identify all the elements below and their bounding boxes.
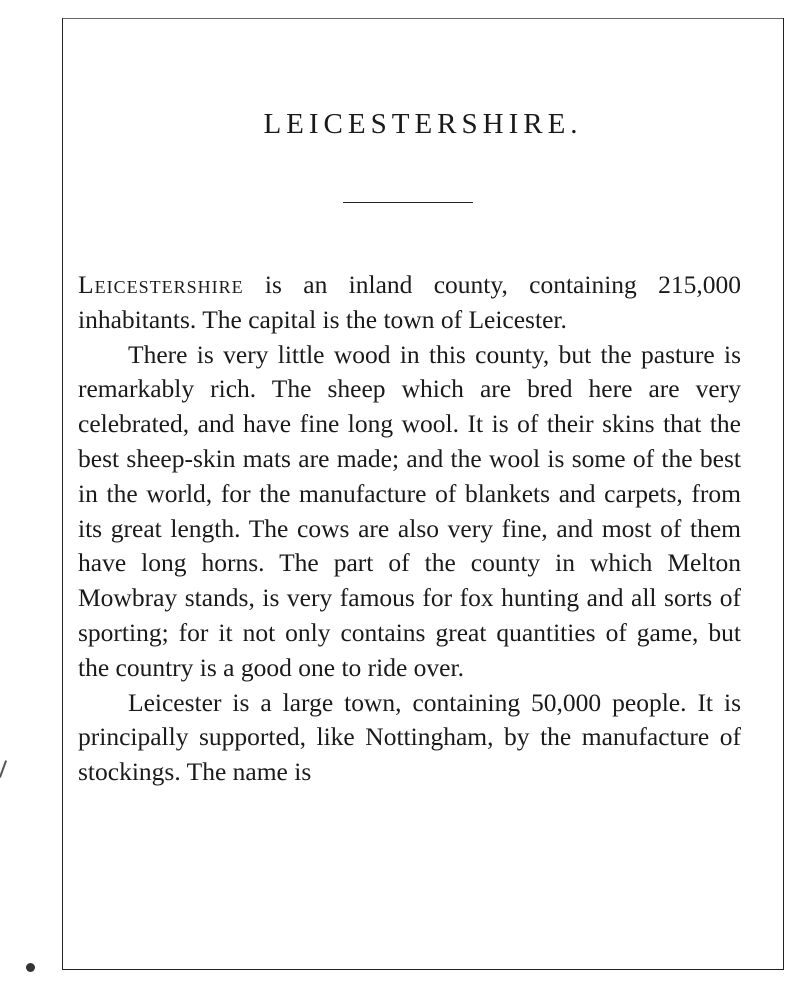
paragraph-1-text: is an inland county, containing 215,000 inhabitants. The capital is the town of Leicester. (78, 270, 741, 334)
title-divider (343, 202, 473, 203)
paragraph-2: There is very little wood in this county, but the pasture is remarkably rich. The sheep which are bred here are very celebrated, and have fine long wool. It is of their skins that the best sheep-skin mats are made; and the wool is some of the best in the world, for the manufacture of blankets and carpets, from its great length. The cows are also very fine, and most of them have long horns. The part of the county in which Melton Mowbray stands, is very famous for fox hunting and all sorts of sporting; for it not only contains great quantities of game, but the country is a good one to ride over. (78, 339, 741, 682)
body-text (78, 268, 741, 790)
margin-mark (0, 760, 7, 778)
paragraph-3: Leicester is a large town, containing 50,000 people. It is principally supported, like Nottingham, by the manufacture of stockings. The name is (78, 687, 741, 787)
paragraph-1 (78, 268, 741, 338)
ink-speck (26, 963, 35, 972)
page-title: LEICESTERSHIRE. (263, 108, 583, 140)
lead-word: Leicestershire (78, 270, 244, 299)
